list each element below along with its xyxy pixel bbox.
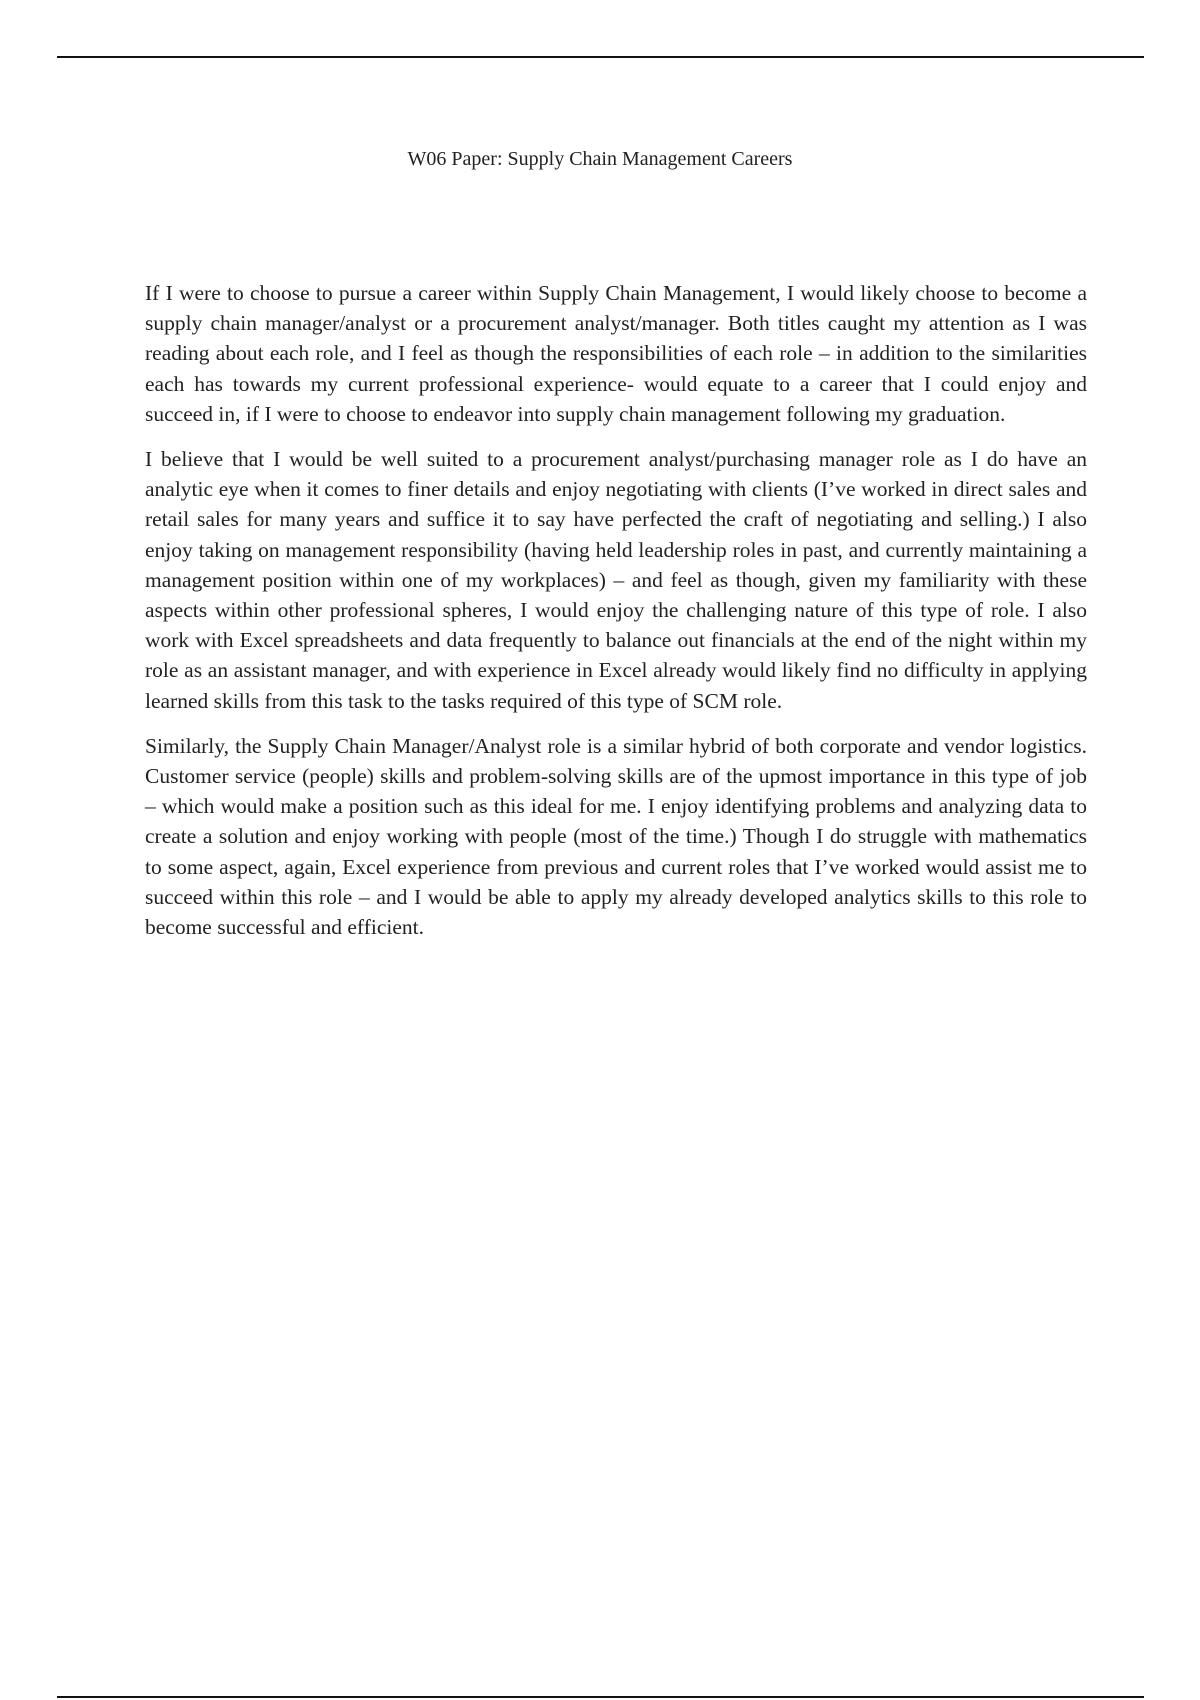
paragraph-procurement-role: I believe that I would be well suited to a procurement analyst/purchasing manager role as I do have an analytic eye when it comes to finer details and enjoy negotiating with clients (I’ve worked in direct sales and retail sales for many years and suffice it to say have perfected the craft of negotiating and selling.) I also enjoy taking on management responsibility (having held leadership roles in past, and currently maintaining a management position within one of my workplaces) – and feel as though, given my familiarity with these aspects within other professional spheres, I would enjoy the challenging nature of this type of role. I also work with Excel spreadsheets and data frequently to balance out financials at the end of the night within my role as an assistant manager, and with experience in Excel already would likely find no difficulty in applying learned skills from this task to the tasks required of this type of SCM role. — [145, 447, 1087, 713]
header-rule — [57, 56, 1144, 58]
document-body — [145, 278, 1087, 957]
footer-rule — [57, 1696, 1144, 1698]
page-title: W06 Paper: Supply Chain Management Careers — [407, 148, 793, 170]
paragraph-supply-chain-role: Similarly, the Supply Chain Manager/Analyst role is a similar hybrid of both corporate and vendor logistics. Customer service (people) skills and problem-solving skills are of the upmost importance in this type of job – which would make a position such as this ideal for me. I enjoy identifying problems and analyzing data to create a solution and enjoy working with people (most of the time.) Though I do struggle with mathematics to some aspect, again, Excel experience from previous and current roles that I’ve worked would assist me to succeed within this role – and I would be able to apply my already developed analytics skills to this role to become successful and efficient. — [145, 733, 1087, 940]
paragraph-intro: If I were to choose to pursue a career within Supply Chain Management, I would likely choose to become a supply chain manager/analyst or a procurement analyst/manager. Both titles caught my attention as I was reading about each role, and I feel as though the responsibilities of each role – in addition to the similarities each has towards my current professional experience- would equate to a career that I could enjoy and succeed in, if I were to choose to endeavor into supply chain management following my graduation. — [145, 281, 1087, 426]
